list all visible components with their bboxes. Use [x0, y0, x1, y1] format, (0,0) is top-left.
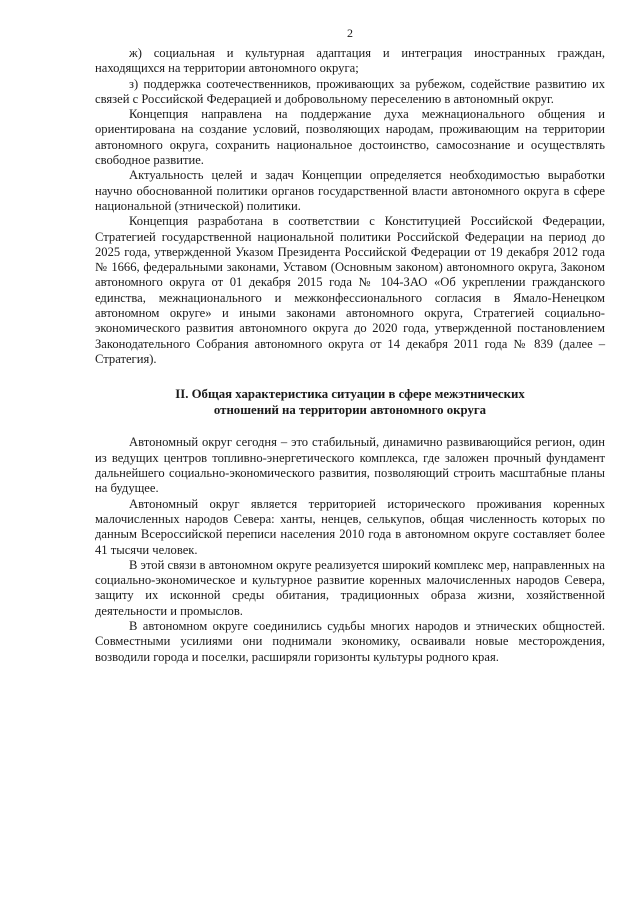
paragraph-legal-basis: Концепция разработана в соответствии с Конституцией Российской Федерации, Стратегией государственной национальной политики Российской Федерации на период до 2025 года, утвержденной Указом Президента Российской Федерации от 19 декабря 2012 года № 1666, федеральными законами, Уставом (Основным законом) автономного округа, Законом автономного округа от 01 декабря 2015 года № 104-ЗАО «Об укреплении гражданского единства, межнационального и межконфессионального согласия в Ямало-Ненецком автономном округе» и иными законами автономного округа, Стратегией социально-экономического развития автономного округа до 2020 года, утвержденной постановлением Законодательного Собрания автономного округа от 14 декабря 2011 года № 839 (далее – Стратегия).: [95, 214, 605, 366]
paragraph-item-zh: ж) социальная и культурная адаптация и интеграция иностранных граждан, находящихся на территории автономного округа;: [95, 46, 605, 76]
section-heading-line-2: отношений на территории автономного округа: [213, 402, 487, 417]
paragraph-measures: В этой связи в автономном округе реализуется широкий комплекс мер, направленных на социально-экономическое и культурное развитие коренных малочисленных народов Севера, защиту их исконной среды обитания, традиционных образа жизни, хозяйственной деятельности и промыслов.: [95, 557, 605, 618]
paragraph-region-today: Автономный округ сегодня – это стабильный, динамично развивающийся регион, один из ведущих центров топливно-энергетического комплекса, где заложен прочный фундамент дальнейшего социально-экономического развития, позволяющий строить масштабные планы на будущее.: [95, 435, 605, 496]
section-heading: [95, 387, 605, 418]
paragraph-indigenous-peoples: Автономный округ является территорией исторического проживания коренных малочисленных народов Севера: ханты, ненцев, селькупов, общая численность которых по данным Всероссийской переписи населения 2010 года в автономном округе составляет более 41 тысячи человек.: [95, 496, 605, 557]
paragraph-relevance: Актуальность целей и задач Концепции определяется необходимостью выработки научно обоснованной политики органов государственной власти автономного округа в сфере национальной (этнической) политики.: [95, 168, 605, 213]
paragraph-many-peoples: В автономном округе соединились судьбы многих народов и этнических общностей. Совместными усилиями они поднимали экономику, осваивали новые месторождения, возводили города и поселки, расширяли горизонты культуры родного края.: [95, 618, 605, 664]
paragraph-item-z: з) поддержка соотечественников, проживающих за рубежом, содействие развитию их связей с Российской Федерацией и добровольному переселению в автономный округ.: [95, 76, 605, 106]
page-number: 2: [347, 26, 353, 40]
section-heading-line-1: II. Общая характеристика ситуации в сфере межэтнических: [175, 387, 525, 402]
document-body: [95, 46, 605, 665]
paragraph-concept-aim: Концепция направлена на поддержание духа межнационального общения и ориентирована на создание условий, позволяющих народам, проживающим на территории автономного округа, сохранить национальное достоинство, самосознание и осуществлять свободное развитие.: [95, 107, 605, 168]
